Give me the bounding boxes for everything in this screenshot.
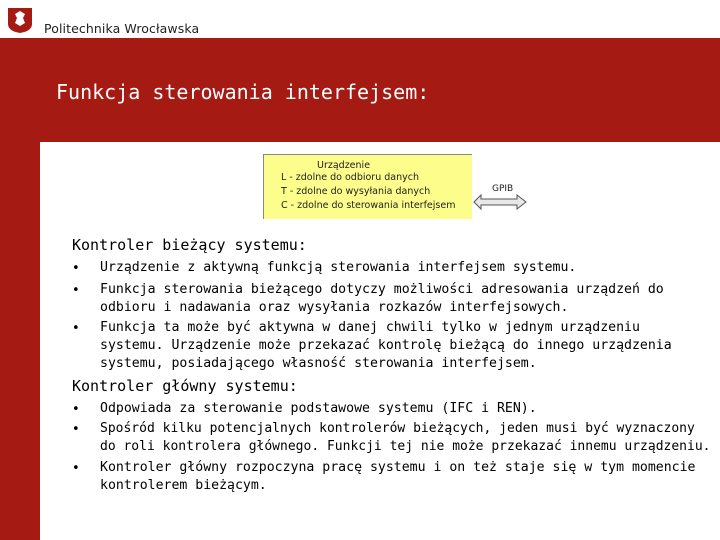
gpib-bus-arrow-icon xyxy=(472,192,530,212)
bullet-item: Odpowiada za sterowanie podstawowe systemu (IFC i REN). xyxy=(100,401,537,416)
section-heading-current-controller: Kontroler bieżący systemu: xyxy=(72,236,307,254)
bullet-marker: • xyxy=(72,402,80,417)
bullet-marker: • xyxy=(72,283,80,298)
bullet-marker: • xyxy=(72,422,80,437)
device-heading: Urządzenie xyxy=(317,160,371,171)
bullet-marker: • xyxy=(72,261,80,276)
bullet-item: Funkcja sterowania bieżącego dotyczy możliwości adresowania urządzeń do odbioru i nadawania oraz wysyłania rozkazów interfejsowych. xyxy=(100,282,664,315)
header xyxy=(0,0,720,38)
bullet-item: Urządzenie z aktywną funkcją sterowania interfejsem systemu. xyxy=(100,260,577,275)
bullet-marker: • xyxy=(72,321,80,336)
brand-side-bar xyxy=(0,0,40,540)
device-line-c: C - zdolne do sterowania interfejsem xyxy=(281,200,456,211)
device-line-l: L - zdolne do odbioru danych xyxy=(281,172,419,183)
device-line-t: T - zdolne do wysyłania danych xyxy=(281,186,431,197)
bullet-item: Kontroler główny rozpoczyna pracę systemu i on też staje się w tym momencie kontrolerem bieżącym. xyxy=(100,460,696,493)
bullet-item: Funkcja ta może być aktywna w danej chwili tylko w jednym urządzeniu systemu. Urządzenie może przekazać kontrolę bieżącą do innego urządzenia systemu, posiadającego własność sterowania interfejsem. xyxy=(100,320,672,371)
bullet-marker: • xyxy=(72,461,80,476)
slide-title: Funkcja sterowania interfejsem: xyxy=(56,80,430,104)
section-heading-main-controller: Kontroler główny systemu: xyxy=(72,377,298,395)
university-logo-icon xyxy=(6,6,34,34)
gpib-label: GPIB xyxy=(492,184,514,194)
logo-text: Politechnika Wrocławska xyxy=(44,21,200,36)
bullet-item: Spośród kilku potencjalnych kontrolerów bieżących, jeden musi być wyznaczony do roli kontrolera głównego. Funkcji tej nie może przekazać innemu urządzeniu. xyxy=(100,421,711,454)
